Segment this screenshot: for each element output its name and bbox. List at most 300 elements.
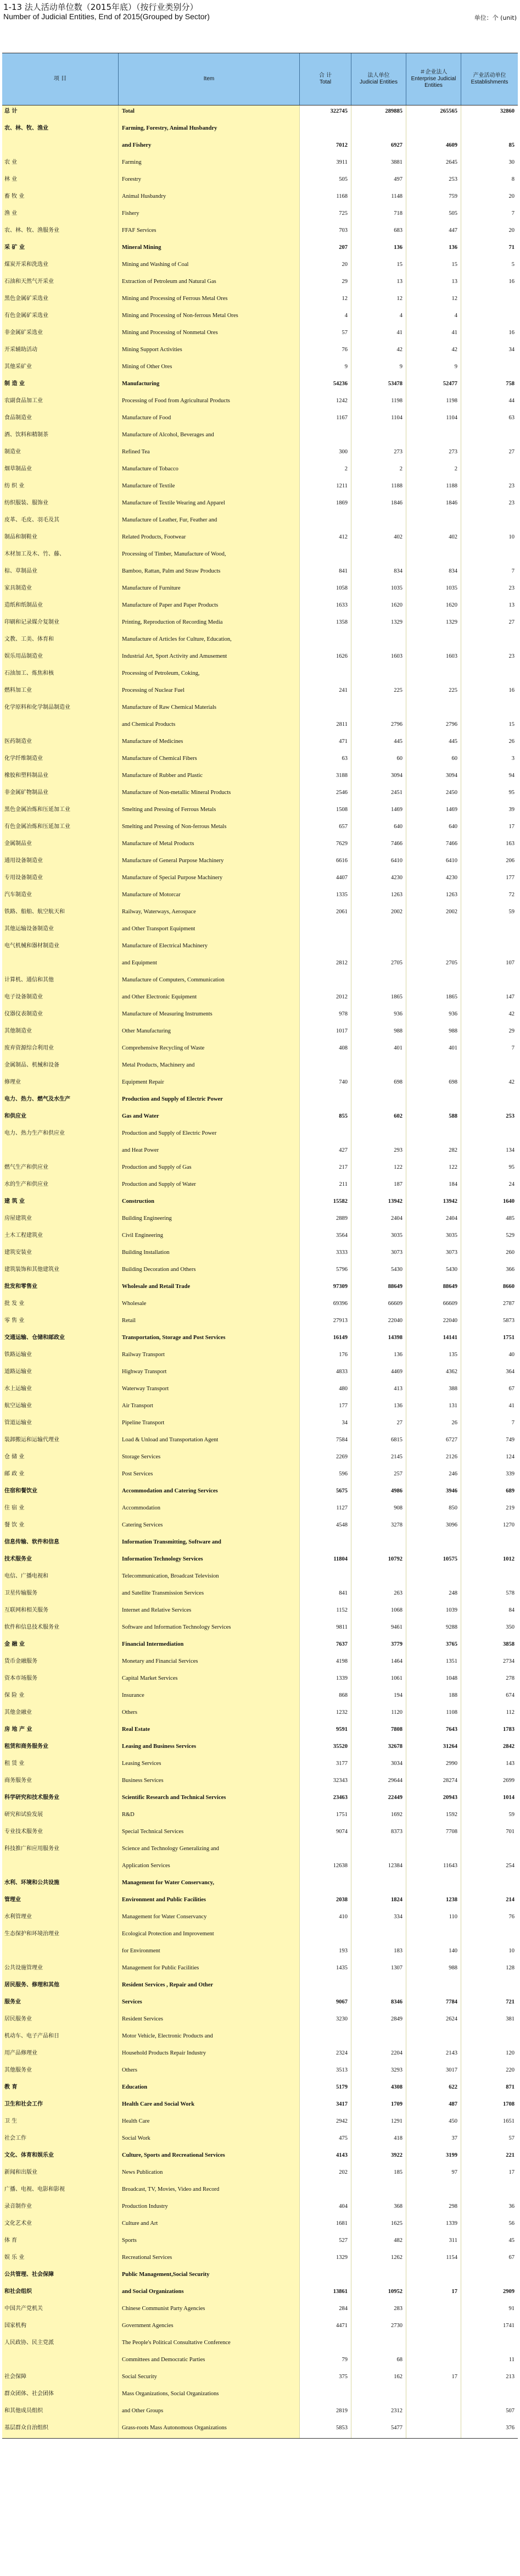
row-label-cn: 电力、热力、燃气及水生产 [2,1093,119,1111]
value-total [300,429,351,446]
table-row [2,1400,518,1417]
row-label-en: Manufacture of Paper and Paper Products [119,599,300,617]
value-enterprise-entities: 26 [406,1417,461,1434]
value-judicial-entities: 136 [351,242,406,259]
value-enterprise-entities: 11643 [406,1860,461,1877]
row-label-cn: 棕、草制品业 [2,565,119,582]
value-enterprise-entities: 1865 [406,991,461,1008]
value-judicial-entities: 1709 [351,2098,406,2116]
row-label-en: Mass Organizations, Social Organizations [119,2388,300,2405]
value-total: 1058 [300,582,351,599]
row-label-en: Internet and Relative Services [119,1605,300,1622]
row-label-en: Environment and Public Facilities [119,1894,300,1911]
value-total: 427 [300,1145,351,1162]
value-total: 841 [300,565,351,582]
value-total [300,123,351,140]
value-enterprise-entities: 1048 [406,1673,461,1690]
value-enterprise-entities: 2002 [406,906,461,923]
value-total [300,1877,351,1894]
value-total: 1681 [300,2218,351,2235]
row-label-en: Scientific Research and Technical Services [119,1792,300,1809]
value-establishments [461,1093,518,1111]
table-row [2,2081,518,2098]
value-judicial-entities: 2145 [351,1451,406,1468]
row-label-cn: 公共设施管理业 [2,1962,119,1979]
value-establishments: 57 [461,2133,518,2150]
table-row [2,1673,518,1690]
table-row [2,293,518,310]
row-label-en: Farming, Forestry, Animal Husbandry [119,123,300,140]
value-establishments [461,514,518,531]
value-enterprise-entities: 14141 [406,1332,461,1349]
row-label-en: Mining Support Activities [119,344,300,361]
table-row [2,1741,518,1758]
value-enterprise-entities: 698 [406,1076,461,1093]
row-label-cn: 电力、热力生产和供应业 [2,1128,119,1145]
table-row [2,1792,518,1809]
row-label-cn [2,719,119,736]
table-row [2,123,518,140]
value-judicial-entities: 293 [351,1145,406,1162]
value-total [300,1928,351,1945]
row-label-en: Processing of Timber, Manufacture of Wood, [119,548,300,565]
table-row [2,1332,518,1349]
value-total: 54236 [300,378,351,395]
row-label-cn: 水利管理业 [2,1911,119,1928]
row-label-en: FFAF Services [119,225,300,242]
value-judicial-entities: 1692 [351,1809,406,1826]
value-judicial-entities: 602 [351,1111,406,1128]
value-establishments [461,2388,518,2405]
value-enterprise-entities: 188 [406,1690,461,1707]
value-enterprise-entities: 1603 [406,651,461,668]
value-judicial-entities: 4986 [351,1485,406,1502]
value-total: 1211 [300,480,351,497]
value-total: 4 [300,310,351,327]
value-judicial-entities: 187 [351,1179,406,1196]
value-establishments [461,2337,518,2354]
value-total: 1335 [300,889,351,906]
table-row [2,1587,518,1605]
row-label-cn [2,140,119,157]
unit-label: 单位：个 (unit) [474,14,517,21]
value-enterprise-entities: 6727 [406,1434,461,1451]
value-enterprise-entities: 122 [406,1162,461,1179]
row-label-en: Business Services [119,1775,300,1792]
row-label-cn: 纺织服装、服饰业 [2,497,119,514]
value-enterprise-entities: 2404 [406,1213,461,1230]
value-establishments: 2734 [461,1656,518,1673]
value-establishments: 206 [461,855,518,872]
value-judicial-entities: 936 [351,1008,406,1025]
value-enterprise-entities: 97 [406,2167,461,2184]
header-total-en: Total [319,79,332,85]
row-label-cn: 医药制造业 [2,736,119,753]
value-enterprise-entities [406,1877,461,1894]
value-enterprise-entities [406,2337,461,2354]
header-enterprise-en: Enterprise Judicial Entities [411,76,456,88]
value-judicial-entities [351,514,406,531]
table-row [2,259,518,276]
row-label-en: Science and Technology Generalizing and [119,1843,300,1860]
value-judicial-entities: 2796 [351,719,406,736]
value-establishments: 1012 [461,1553,518,1570]
row-label-cn: 社会工作 [2,2133,119,2150]
value-establishments: 1640 [461,1196,518,1213]
value-judicial-entities: 2312 [351,2405,406,2422]
value-total: 7584 [300,1434,351,1451]
row-label-en: and Other Groups [119,2405,300,2422]
table-row [2,702,518,719]
row-label-cn: 机动车、电子产品和日 [2,2030,119,2047]
value-enterprise-entities: 7708 [406,1826,461,1843]
value-total: 480 [300,1383,351,1400]
table-row [2,736,518,753]
row-label-en: Manufacture of Non-metallic Mineral Products [119,787,300,804]
table-row [2,1843,518,1860]
row-label-cn: 金 融 业 [2,1639,119,1656]
row-label-en: and Chemical Products [119,719,300,736]
value-total: 241 [300,685,351,702]
value-total: 76 [300,344,351,361]
row-label-en: Application Services [119,1860,300,1877]
value-total: 1633 [300,599,351,617]
header-legal-cn: 法人单位 [367,73,390,79]
row-label-en: Health Care and Social Work [119,2098,300,2116]
table-row [2,1059,518,1076]
row-label-en: Catering Services [119,1519,300,1536]
header-enterprise-cn: ＃企业法人 [420,69,448,75]
value-judicial-entities: 1120 [351,1707,406,1724]
row-label-cn: 燃气生产和供应业 [2,1162,119,1179]
value-judicial-entities: 1846 [351,497,406,514]
row-label-en: Culture and Art [119,2218,300,2235]
value-judicial-entities: 22040 [351,1315,406,1332]
value-enterprise-entities: 1263 [406,889,461,906]
value-total: 2546 [300,787,351,804]
value-establishments [461,1570,518,1587]
value-judicial-entities: 1464 [351,1656,406,1673]
row-label-en: Manufacture of Measuring Instruments [119,1008,300,1025]
table-row [2,2064,518,2081]
table-row [2,1928,518,1945]
value-enterprise-entities: 7466 [406,838,461,855]
value-judicial-entities: 418 [351,2133,406,2150]
value-total: 703 [300,225,351,242]
value-total: 29 [300,276,351,293]
table-row [2,804,518,821]
table-row [2,1162,518,1179]
header-establishments [461,53,518,105]
value-establishments: 871 [461,2081,518,2098]
table-row [2,2167,518,2184]
row-label-en: Sports [119,2235,300,2252]
value-establishments: 376 [461,2422,518,2438]
row-label-cn: 金属制品、机械和设备 [2,1059,119,1076]
value-establishments: 1751 [461,1332,518,1349]
value-judicial-entities: 6815 [351,1434,406,1451]
table-row [2,2371,518,2388]
value-enterprise-entities [406,1570,461,1587]
row-label-en: Gas and Water [119,1111,300,1128]
value-judicial-entities: 1469 [351,804,406,821]
value-enterprise-entities: 66609 [406,1298,461,1315]
value-judicial-entities: 136 [351,1400,406,1417]
value-total: 193 [300,1945,351,1962]
row-label-cn: 制品和制鞋业 [2,531,119,548]
value-judicial-entities: 640 [351,821,406,838]
table-row [2,940,518,957]
value-establishments: 17 [461,2167,518,2184]
value-establishments: 339 [461,1468,518,1485]
value-judicial-entities: 42 [351,344,406,361]
value-establishments: 3 [461,753,518,770]
row-label-en: Information Transmitting, Software and [119,1536,300,1553]
row-label-cn: 房屋建筑业 [2,1213,119,1230]
value-enterprise-entities: 7784 [406,1996,461,2013]
row-label-cn: 仪器仪表制造业 [2,1008,119,1025]
row-label-cn: 和供应业 [2,1111,119,1128]
value-enterprise-entities [406,2422,461,2438]
row-label-cn: 专用设备制造业 [2,872,119,889]
row-label-en: Ecological Protection and Improvement [119,1928,300,1945]
table-row [2,242,518,259]
row-label-cn: 体 育 [2,2235,119,2252]
value-establishments: 366 [461,1264,518,1281]
row-label-cn: 互联网和相关服务 [2,1605,119,1622]
value-total [300,1093,351,1111]
row-label-en: Manufacture of Raw Chemical Materials [119,702,300,719]
value-establishments: 2699 [461,1775,518,1792]
value-establishments: 95 [461,787,518,804]
table-row [2,2388,518,2405]
value-total: 32343 [300,1775,351,1792]
table-row [2,2030,518,2047]
table-row [2,668,518,685]
value-judicial-entities [351,123,406,140]
row-label-cn: 科技推广和应用服务业 [2,1843,119,1860]
value-establishments: 7 [461,1042,518,1059]
row-label-cn: 批发和零售业 [2,1281,119,1298]
value-judicial-entities: 13 [351,276,406,293]
value-judicial-entities: 1061 [351,1673,406,1690]
value-establishments [461,974,518,991]
row-label-cn: 金属制品业 [2,838,119,855]
value-total: 375 [300,2371,351,2388]
row-label-cn: 国家机构 [2,2320,119,2337]
value-enterprise-entities: 450 [406,2116,461,2133]
value-total: 97309 [300,1281,351,1298]
row-label-cn: 居民服务、修理和其他 [2,1979,119,1996]
row-label-cn [2,1860,119,1877]
table-row [2,1093,518,1111]
table-row [2,1775,518,1792]
table-row [2,1996,518,2013]
value-judicial-entities: 482 [351,2235,406,2252]
row-label-cn: 技术服务业 [2,1553,119,1570]
value-enterprise-entities: 6410 [406,855,461,872]
value-enterprise-entities [406,2405,461,2422]
row-label-cn: 资本市场服务 [2,1673,119,1690]
row-label-cn: 建筑装饰和其他建筑业 [2,1264,119,1281]
value-enterprise-entities: 3946 [406,1485,461,1502]
value-establishments: 23 [461,582,518,599]
value-judicial-entities: 12384 [351,1860,406,1877]
value-enterprise-entities: 759 [406,191,461,208]
value-establishments: 16 [461,685,518,702]
value-judicial-entities: 988 [351,1025,406,1042]
value-establishments: 7 [461,208,518,225]
value-judicial-entities: 2204 [351,2047,406,2064]
row-label-cn [2,957,119,974]
value-total: 4471 [300,2320,351,2337]
value-enterprise-entities: 282 [406,1145,461,1162]
row-label-en: and Other Transport Equipment [119,923,300,940]
value-judicial-entities: 3035 [351,1230,406,1247]
value-enterprise-entities: 2143 [406,2047,461,2064]
value-total: 6616 [300,855,351,872]
row-label-en: Leasing Services [119,1758,300,1775]
table-row [2,2098,518,2116]
value-establishments: 15 [461,719,518,736]
value-total: 1167 [300,412,351,429]
table-row [2,1366,518,1383]
value-judicial-entities: 7466 [351,838,406,855]
header-item-en: Item [119,53,300,105]
value-enterprise-entities: 1188 [406,480,461,497]
value-establishments [461,702,518,719]
value-total: 2269 [300,1451,351,1468]
value-establishments [461,2269,518,2286]
value-enterprise-entities: 2450 [406,787,461,804]
value-enterprise-entities: 1351 [406,1656,461,1673]
row-label-en: Manufacture of Food [119,412,300,429]
row-label-cn: 农 业 [2,157,119,174]
value-total: 1751 [300,1809,351,1826]
value-judicial-entities [351,2269,406,2286]
value-enterprise-entities: 15 [406,259,461,276]
row-label-en: Manufacture of Tobacco [119,463,300,480]
value-establishments: 16 [461,327,518,344]
value-establishments: 63 [461,412,518,429]
table-row [2,2354,518,2371]
value-judicial-entities [351,1979,406,1996]
row-label-cn: 中国共产党机关 [2,2303,119,2320]
row-label-en: Comprehensive Recycling of Waste [119,1042,300,1059]
value-enterprise-entities: 2624 [406,2013,461,2030]
row-label-cn: 酒、饮料和精制茶 [2,429,119,446]
table-row [2,548,518,565]
value-judicial-entities: 834 [351,565,406,582]
row-label-cn: 化学原料和化学制品制造业 [2,702,119,719]
row-label-cn: 电子设备制造业 [2,991,119,1008]
table-row [2,1979,518,1996]
row-label-cn: 采 矿 业 [2,242,119,259]
table-row [2,617,518,634]
value-enterprise-entities [406,123,461,140]
table-row [2,344,518,361]
table-row [2,395,518,412]
row-label-cn: 娱 乐 业 [2,2252,119,2269]
value-establishments [461,1128,518,1145]
table-row [2,157,518,174]
row-label-cn: 黑色金属矿采选业 [2,293,119,310]
row-label-cn: 服务业 [2,1996,119,2013]
value-establishments: 364 [461,1366,518,1383]
value-total: 1152 [300,1605,351,1622]
value-judicial-entities: 413 [351,1383,406,1400]
row-label-en: Mining and Washing of Coal [119,259,300,276]
value-enterprise-entities: 3765 [406,1639,461,1656]
value-establishments: 85 [461,140,518,157]
value-establishments: 1783 [461,1724,518,1741]
value-total: 177 [300,1400,351,1417]
value-total: 3564 [300,1230,351,1247]
value-judicial-entities: 88649 [351,1281,406,1298]
row-label-en: Processing of Petroleum, Coking, [119,668,300,685]
row-label-cn: 商务服务业 [2,1775,119,1792]
value-enterprise-entities: 7643 [406,1724,461,1741]
row-label-en: The People's Political Consultative Conference [119,2337,300,2354]
value-enterprise-entities: 1339 [406,2218,461,2235]
table-row [2,565,518,582]
value-judicial-entities: 257 [351,1468,406,1485]
value-establishments: 10 [461,531,518,548]
row-label-en: Management for Water Conservancy [119,1911,300,1928]
row-label-en: Manufacture of Textile [119,480,300,497]
table-row [2,2047,518,2064]
table-row [2,1179,518,1196]
value-judicial-entities: 4308 [351,2081,406,2098]
row-label-cn: 木材加工及木、竹、藤、 [2,548,119,565]
value-enterprise-entities: 588 [406,1111,461,1128]
table-row [2,770,518,787]
table-row [2,1519,518,1536]
table-header [2,53,518,106]
table-row [2,1434,518,1451]
table-row [2,1690,518,1707]
row-label-cn: 石油加工、炼焦和核 [2,668,119,685]
value-judicial-entities: 12 [351,293,406,310]
table-row [2,1622,518,1639]
value-enterprise-entities: 2796 [406,719,461,736]
row-label-en: Committees and Democratic Parties [119,2354,300,2371]
value-establishments: 1270 [461,1519,518,1536]
value-judicial-entities: 2404 [351,1213,406,1230]
table-row [2,225,518,242]
value-enterprise-entities [406,2030,461,2047]
table-row [2,1349,518,1366]
value-judicial-entities: 14398 [351,1332,406,1349]
value-establishments: 67 [461,1383,518,1400]
row-label-en: Related Products, Footwear [119,531,300,548]
row-label-cn: 铁路运输业 [2,1349,119,1366]
value-establishments: 44 [461,395,518,412]
row-label-en: Social Work [119,2133,300,2150]
value-enterprise-entities: 1108 [406,1707,461,1724]
value-judicial-entities [351,940,406,957]
value-total: 4548 [300,1519,351,1536]
value-total: 9811 [300,1622,351,1639]
value-establishments: 220 [461,2064,518,2081]
value-enterprise-entities [406,429,461,446]
table-row [2,1758,518,1775]
value-establishments: 36 [461,2201,518,2218]
value-enterprise-entities: 20943 [406,1792,461,1809]
value-judicial-entities: 1824 [351,1894,406,1911]
value-establishments: 758 [461,378,518,395]
value-establishments [461,634,518,651]
